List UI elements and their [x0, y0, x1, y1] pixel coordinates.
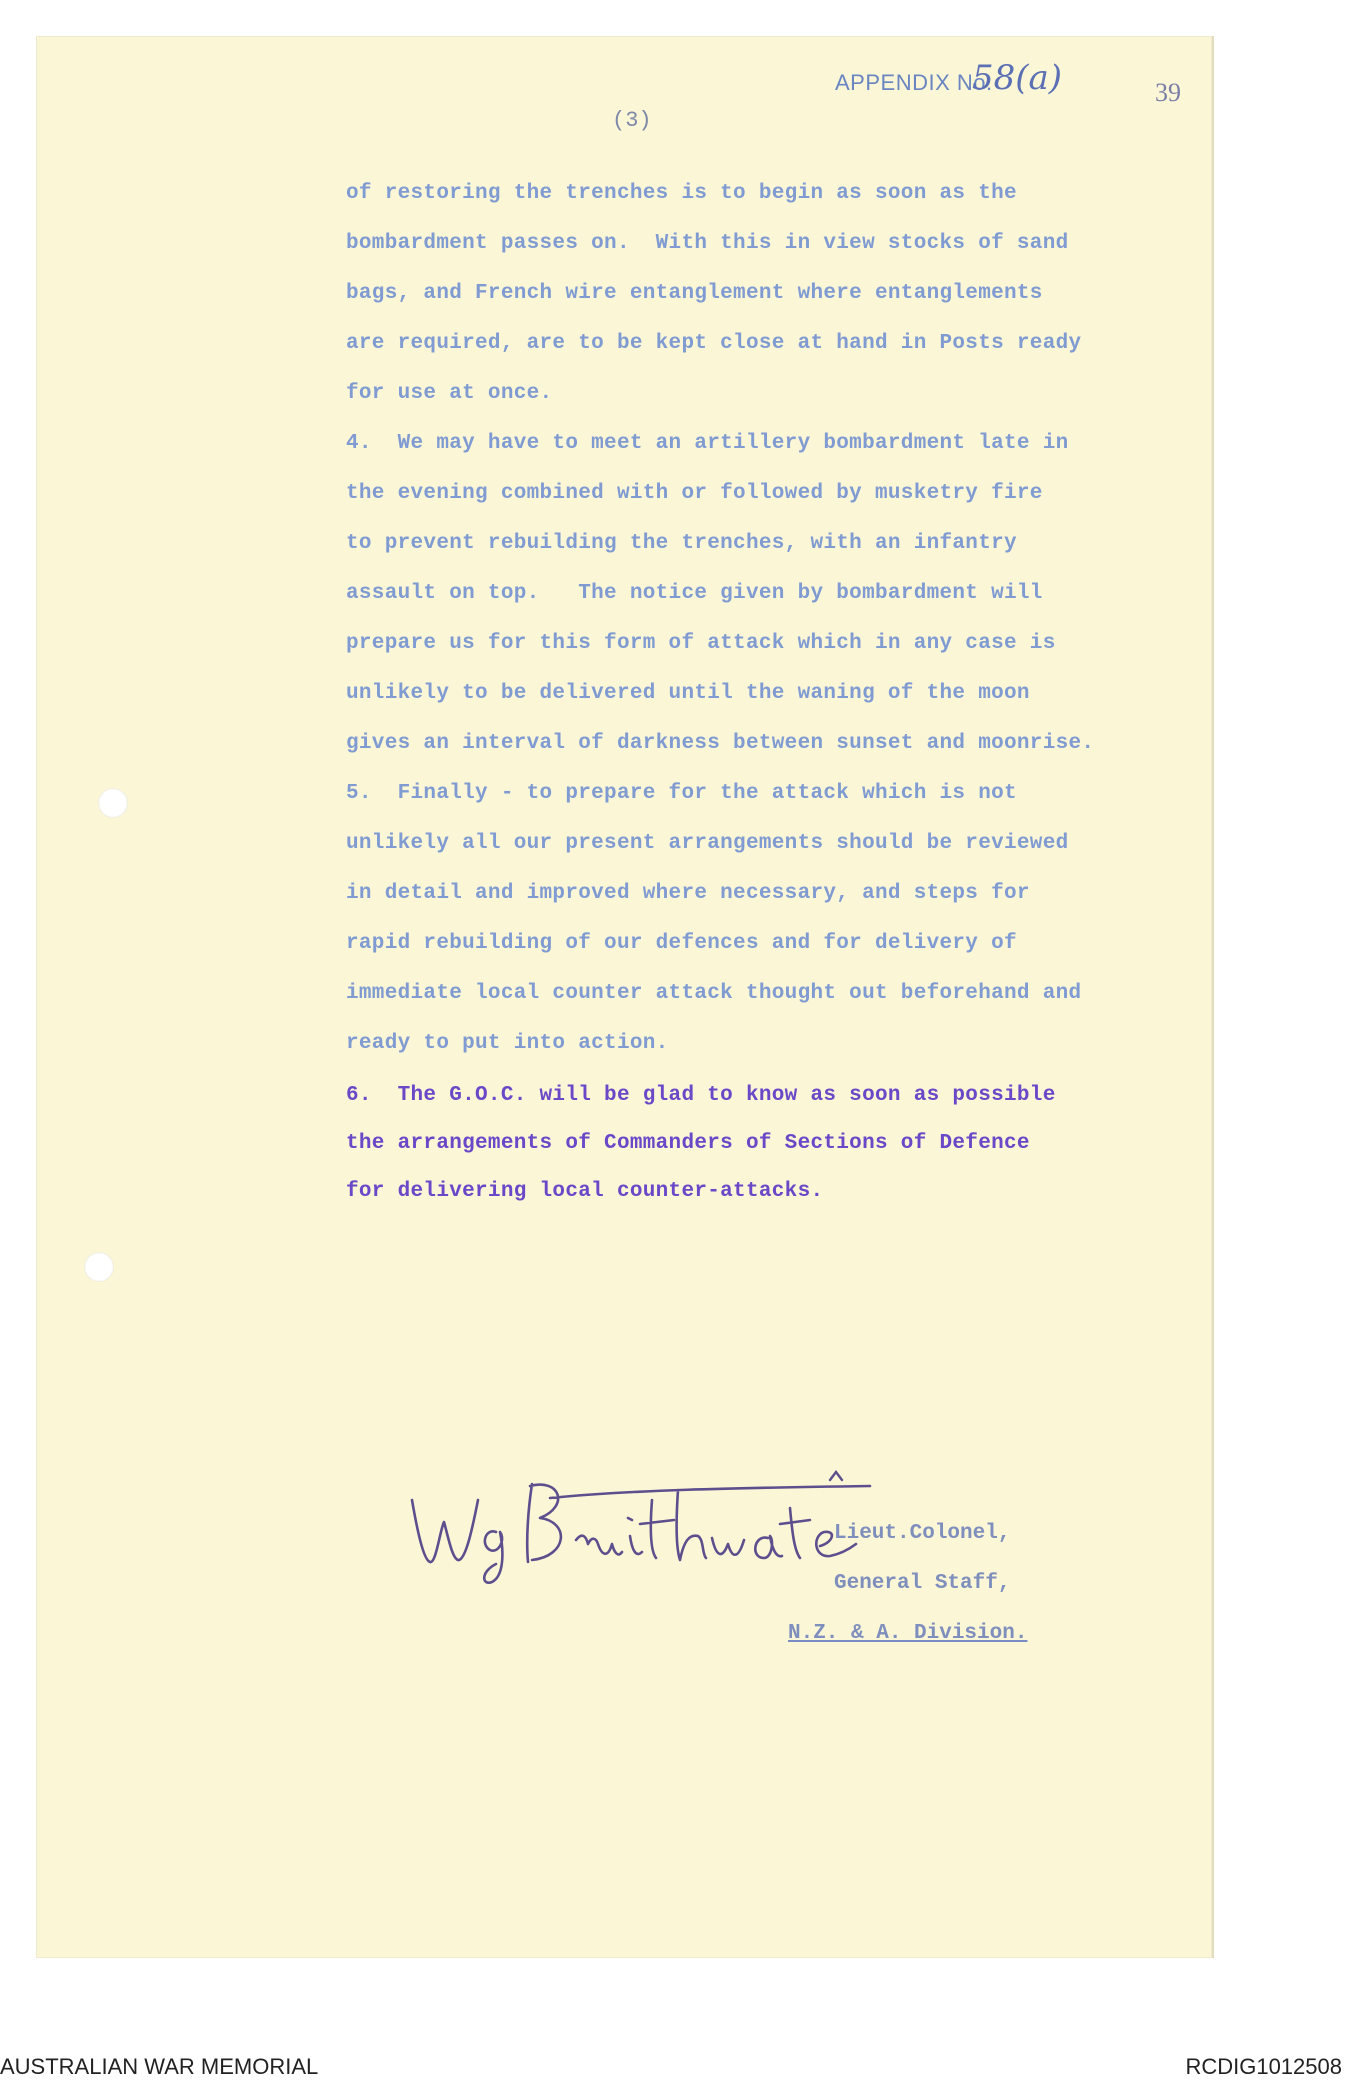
- punch-hole-top: [98, 788, 128, 818]
- body-line: 4. We may have to meet an artillery bombardment late in: [346, 432, 1069, 455]
- body-line: the evening combined with or followed by musketry fire: [346, 482, 1043, 505]
- body-line: 6. The G.O.C. will be glad to know as soon as possible: [346, 1084, 1056, 1107]
- signature-staff: General Staff,: [834, 1572, 1011, 1595]
- body-line: rapid rebuilding of our defences and for delivery of: [346, 932, 1017, 955]
- body-line: for use at once.: [346, 382, 553, 405]
- body-line: to prevent rebuilding the trenches, with an infantry: [346, 532, 1017, 555]
- body-line: in detail and improved where necessary, and steps for: [346, 882, 1030, 905]
- appendix-label: APPENDIX No.: [835, 70, 993, 95]
- appendix-number: 58(a): [972, 58, 1063, 98]
- body-line: assault on top. The notice given by bombardment will: [346, 582, 1043, 605]
- body-line: prepare us for this form of attack which in any case is: [346, 632, 1056, 655]
- body-line: gives an interval of darkness between sunset and moonrise.: [346, 732, 1095, 755]
- signature-division: N.Z. & A. Division.: [788, 1622, 1028, 1645]
- body-line: the arrangements of Commanders of Sections of Defence: [346, 1132, 1030, 1155]
- body-line: of restoring the trenches is to begin as soon as the: [346, 182, 1017, 205]
- body-line: ready to put into action.: [346, 1032, 669, 1055]
- punch-hole-bottom: [84, 1252, 114, 1282]
- folio-number: 39: [1155, 78, 1181, 107]
- body-line: unlikely all our present arrangements should be reviewed: [346, 832, 1069, 855]
- signature-rank: Lieut.Colonel,: [834, 1522, 1011, 1545]
- page-number: (3): [612, 108, 652, 133]
- body-line: bombardment passes on. With this in view stocks of sand: [346, 232, 1069, 255]
- footer-institution: AUSTRALIAN WAR MEMORIAL: [0, 2054, 319, 2079]
- body-line: for delivering local counter-attacks.: [346, 1180, 824, 1203]
- body-line: are required, are to be kept close at hand in Posts ready: [346, 332, 1082, 355]
- body-line: immediate local counter attack thought out beforehand and: [346, 982, 1082, 1005]
- body-line: unlikely to be delivered until the waning of the moon: [346, 682, 1030, 705]
- body-line: bags, and French wire entanglement where entanglements: [346, 282, 1043, 305]
- handwritten-signature: [400, 1440, 880, 1600]
- body-line: 5. Finally - to prepare for the attack which is not: [346, 782, 1017, 805]
- footer-record-id: RCDIG1012508: [1185, 2054, 1342, 2079]
